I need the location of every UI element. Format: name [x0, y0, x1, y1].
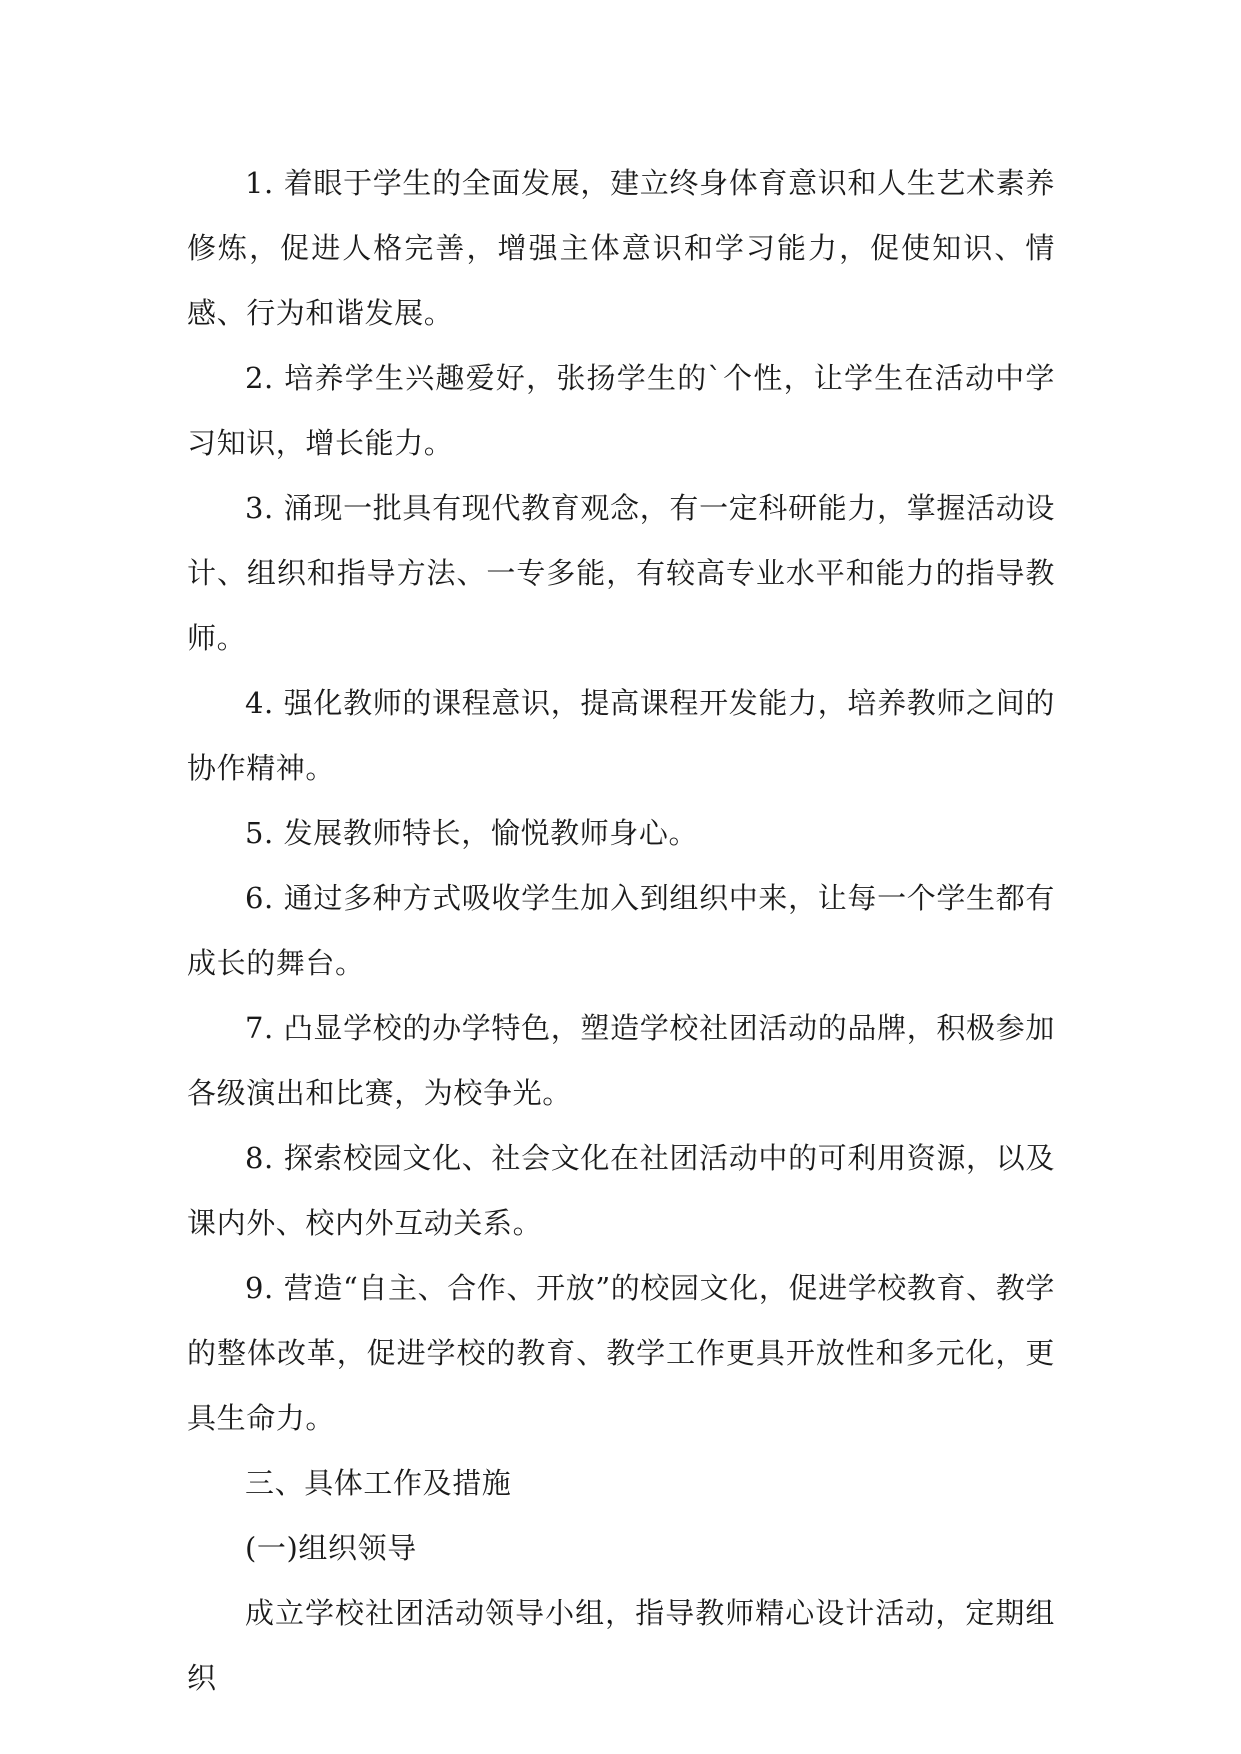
goal-item-5: 5. 发展教师特长，愉悦教师身心。 [245, 816, 699, 850]
subsection-heading: (一)组织领导 [245, 1531, 417, 1565]
goal-item-2: 2. 培养学生兴趣爱好，张扬学生的`个性，让学生在活动中学习知识，增长能力。 [187, 361, 1055, 460]
goal-item-9: 9. 营造“自主、合作、开放”的校园文化，促进学校教育、教学的整体改革，促进学校的教育、教学工作更具开放性和多元化，更具生命力。 [187, 1271, 1055, 1435]
goal-item-7: 7. 凸显学校的办学特色，塑造学校社团活动的品牌，积极参加各级演出和比赛，为校争光。 [187, 1011, 1055, 1110]
body-paragraph: 成立学校社团活动领导小组，指导教师精心设计活动，定期组织 [187, 1596, 1055, 1695]
goal-item-6: 6. 通过多种方式吸收学生加入到组织中来，让每一个学生都有成长的舞台。 [187, 881, 1055, 980]
goal-item-3: 3. 涌现一批具有现代教育观念，有一定科研能力，掌握活动设计、组织和指导方法、一专多能，有较高专业水平和能力的指导教师。 [187, 491, 1055, 655]
goal-item-4: 4. 强化教师的课程意识，提高课程开发能力，培养教师之间的协作精神。 [187, 686, 1055, 785]
goal-item-8: 8. 探索校园文化、社会文化在社团活动中的可利用资源，以及课内外、校内外互动关系。 [187, 1141, 1055, 1240]
document-body [187, 151, 1055, 1711]
section-heading: 三、具体工作及措施 [245, 1466, 512, 1500]
goal-item-1: 1. 着眼于学生的全面发展，建立终身体育意识和人生艺术素养修炼，促进人格完善，增强主体意识和学习能力，促使知识、情感、行为和谐发展。 [187, 166, 1055, 330]
